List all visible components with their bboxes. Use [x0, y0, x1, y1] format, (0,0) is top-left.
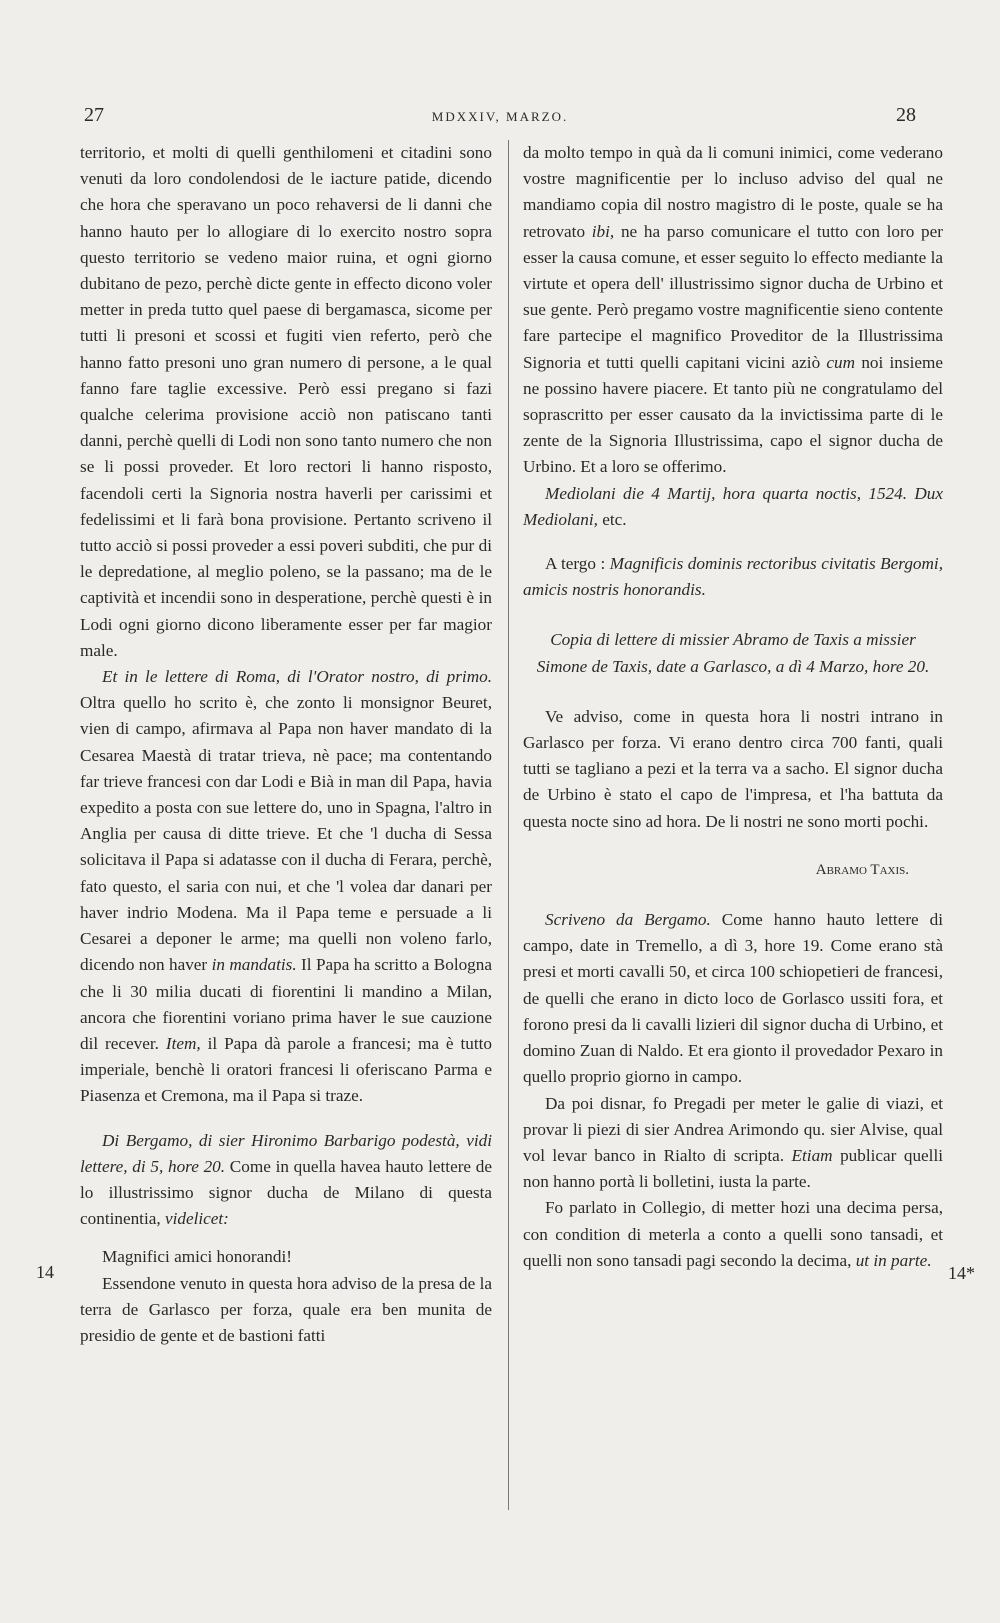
- signature: Abramo Taxis.: [815, 861, 909, 878]
- column-divider: [508, 140, 509, 1510]
- margin-number-right: 14*: [948, 1263, 975, 1283]
- paragraph: Essendone venuto in questa hora adviso de la presa de la terra de Garlasco per forza, quale era ben munita de presidio de gente et de bastioni fatti: [80, 1273, 492, 1345]
- paragraph: Fo parlato in Collegio, di metter hozi una decima persa, con condition di meterla a conto a quelli sono tansadi, et quelli non sono tansadi pagi secondo la decima, ut in parte.: [523, 1198, 943, 1270]
- paragraph: Di Bergamo, di sier Hironimo Barbarigo podestà, vidi lettere, di 5, hore 20. Come in quella havea hauto lettere de lo illustrissimo signor ducha de Milano di questa continentia, videlicet:: [80, 1130, 492, 1229]
- page-number-right: 28: [896, 104, 916, 126]
- margin-number-left: 14: [36, 1262, 54, 1282]
- paragraph: Da poi disnar, fo Pregadi per meter le galie di viazi, et provar li piezi di sier Andrea Arimondo qu. sier Alvise, qual vol levar banco in Rialto di scripta. Etiam publicar quelli non hanno portà li bolletini, iusta la parte.: [523, 1093, 943, 1192]
- page-number-left: 27: [84, 104, 104, 126]
- left-column: [80, 140, 492, 1349]
- dateline: Mediolani die 4 Martij, hora quarta noctis, 1524. Dux Mediolani, etc.: [523, 483, 943, 529]
- running-title: MDXXIV, MARZO.: [431, 109, 569, 124]
- salutation: Magnifici amici honorandi!: [102, 1247, 292, 1267]
- section-title: Copia di lettere di missier Abramo de Taxis a missier Simone de Taxis, date a Garlasco, a dì 4 Marzo, hore 20.: [536, 630, 930, 676]
- address: A tergo : Magnificis dominis rectoribus civitatis Bergomi, amicis nostris honorandis.: [523, 554, 943, 600]
- paragraph: Ve adviso, come in questa hora li nostri intrano in Garlasco per forza. Vi erano dentro circa 700 fanti, quali tutti se tagliano a pezi et la terra va a sacho. El signor ducha de Urbino è stato el capo de l'impresa, et l'ha battuta da questa nocte sino ad hora. De li nostri ne sono morti pochi.: [523, 706, 943, 831]
- paragraph: Et in le lettere di Roma, di l'Orator nostro, di primo. Oltra quello ho scrito è, che zonto li monsignor Beuret, vien di campo, afirmava al Papa non haver mandato di la Cesarea Maestà di tratar trieva, nè pace; ma contentando far trieve francesi con dar Lodi e Bià in man dil Papa, havia expedito a posta con sue lettere do, uno in Spagna, l'altro in Anglia per causa di ditte trieve. Et che 'l ducha di Sessa solicitava il Papa si adatasse con il ducha di Ferara, perchè, fato questo, el saria con nui, et che 'l volea dar danari per haver indrio Modena. Ma il Papa teme e persuade a li Cesarei a deponer le arme; ma quelli non voleno farlo, dicendo non haver in mandatis. Il Papa ha scritto a Bologna che li 30 milia ducati di fiorentini li mandino a Milan, ancora che fiorentini voriano prima haver le sue cauzione dil recever. Item, il Papa dà parole a francesi; ma è tutto imperiale, benchè li oratori francesi li oferiscano Parma e Piasenza et Cremona, ma il Papa si traze.: [80, 667, 493, 1106]
- paragraph: da molto tempo in quà da li comuni inimici, come vederano vostre magnificentie per lo incluso adviso del qual ne mandiamo copia dil nostro magistro di le poste, quale se ha retrovato ibi, ne ha parso comunicare el tutto con loro per esser la causa comune, et esser seguito lo effecto mediante la virtute et opera dell' illustrissimo signor ducha de Urbino et sue gente. Però pregamo vostre magnificentie sieno contente fare partecipe el magnifico Proveditor de la Illustrissima Signoria et tutti quelli capitani vicini aziò cum noi insieme ne possino havere piacere. Et tanto più ne congratulamo del soprascritto per esser causato da la invictissima parte di le zente de la Signoria Illustrissima, capo el signor ducha de Urbino. Et a loro se offerimo.: [523, 143, 944, 477]
- paragraph: territorio, et molti di quelli genthilomeni et citadini sono venuti da loro condolendosi de le iacture patide, dicendo che hora che speravano un poco rehaversi de li danni che hanno hauto per lo allogiare di lo exercito nostro sopra questo territorio se vedeno maior ruina, et ogni giorno dubitano de pezo, perchè dicte gente in effecto dicono voler metter in preda tutto quel paese di bergamasca, sicome per tutti li presoni et scossi et fugiti vien referto, però che hanno fatto presoni uno gran numero di persone, a le qual fanno fare taglie excessive. Però essi pregano si fazi qualche celerima provisione acciò non patiscano tanti danni, perchè quelli di Lodi non sono tanto numero che non se li possi proveder. Et loro rectori li hanno risposto, facendoli certi la Signoria nostra haverli per carissimi et fedelissimi et li farà bona provisione. Pertanto scriveno il tutto acciò si possi proveder a essi poveri subditi, che pur di le depredatione, al meglio poleno, se la passano; ma de le captività et incendii sono in desperatione, perchè questi è in Lodi ogni giorno dicono liberamente esser per far magior male.: [80, 143, 492, 660]
- paragraph: Scriveno da Bergamo. Come hanno hauto lettere di campo, date in Tremello, a dì 3, hore 19. Come erano stà presi et morti cavalli 50, et circa 100 schiopetieri de francesi, de quelli che erano in dicto loco de Gorlasco ussiti fora, et forono presi da li cavalli lizieri dil signor ducha di Urbino, et domino Zuan di Naldo. Et era gionto il provedador Pexaro in quello proprio giorno in campo.: [523, 910, 943, 1087]
- page-header: [0, 104, 1000, 134]
- right-column: [523, 140, 943, 1274]
